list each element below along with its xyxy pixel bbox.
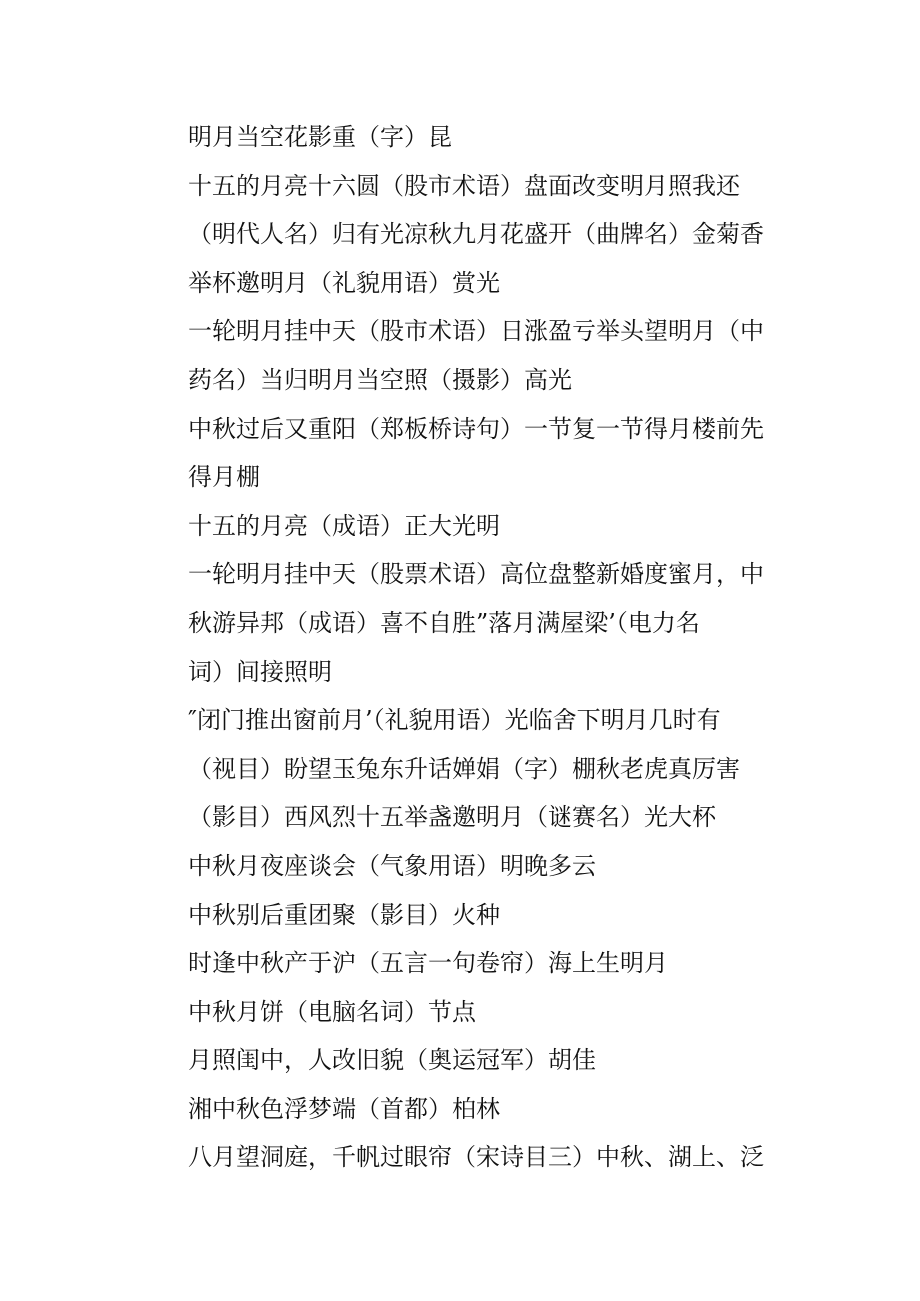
text-line: 中秋月饼（电脑名词）节点 bbox=[188, 997, 476, 1026]
text-line: （视目）盼望玉兔东升话婵娟（字）棚秋老虎真厉害 bbox=[188, 754, 740, 783]
text-line: ″闭门推出窗前月’（礼貌用语）光临舍下明月几时有 bbox=[188, 706, 721, 735]
text-line: 得月棚 bbox=[188, 463, 260, 492]
document-body bbox=[188, 113, 788, 1182]
text-line: 八月望洞庭，千帆过眼帘（宋诗目三）中秋、湖上、泛 bbox=[188, 1143, 764, 1172]
text-line: 一轮明月挂中天（股市术语）日涨盈亏举头望明月（中 bbox=[188, 317, 764, 346]
text-line: 时逢中秋产于沪（五言一句卷帘）海上生明月 bbox=[188, 949, 668, 978]
text-line: 月照闺中，人改旧貌（奥运冠军）胡佳 bbox=[188, 1046, 596, 1075]
text-line: 一轮明月挂中天（股票术语）高位盘整新婚度蜜月，中 bbox=[188, 560, 764, 589]
text-line: （明代人名）归有光凉秋九月花盛开（曲牌名）金菊香 bbox=[188, 220, 764, 249]
text-line: 药名）当归明月当空照（摄影）高光 bbox=[188, 365, 572, 394]
text-line: 湘中秋色浮梦端（首都）柏林 bbox=[188, 1094, 500, 1123]
text-line: 秋游异邦（成语）喜不自胜”落月满屋梁’（电力名 bbox=[188, 608, 700, 637]
text-line: 中秋过后又重阳（郑板桥诗句）一节复一节得月楼前先 bbox=[188, 414, 764, 443]
text-line: 词）间接照明 bbox=[188, 657, 332, 686]
text-line: 明月当空花影重（字）昆 bbox=[188, 123, 452, 151]
text-line: （影目）西风烈十五举盏邀明月（谜赛名）光大杯 bbox=[188, 803, 716, 832]
text-line: 十五的月亮（成语）正大光明 bbox=[188, 511, 500, 540]
text-line: 中秋月夜座谈会（气象用语）明晚多云 bbox=[188, 851, 596, 880]
text-line: 举杯邀明月（礼貌用语）赏光 bbox=[188, 268, 500, 297]
text-line: 中秋别后重团聚（影目）火种 bbox=[188, 900, 500, 929]
text-line: 十五的月亮十六圆（股市术语）盘面改变明月照我还 bbox=[188, 171, 740, 200]
